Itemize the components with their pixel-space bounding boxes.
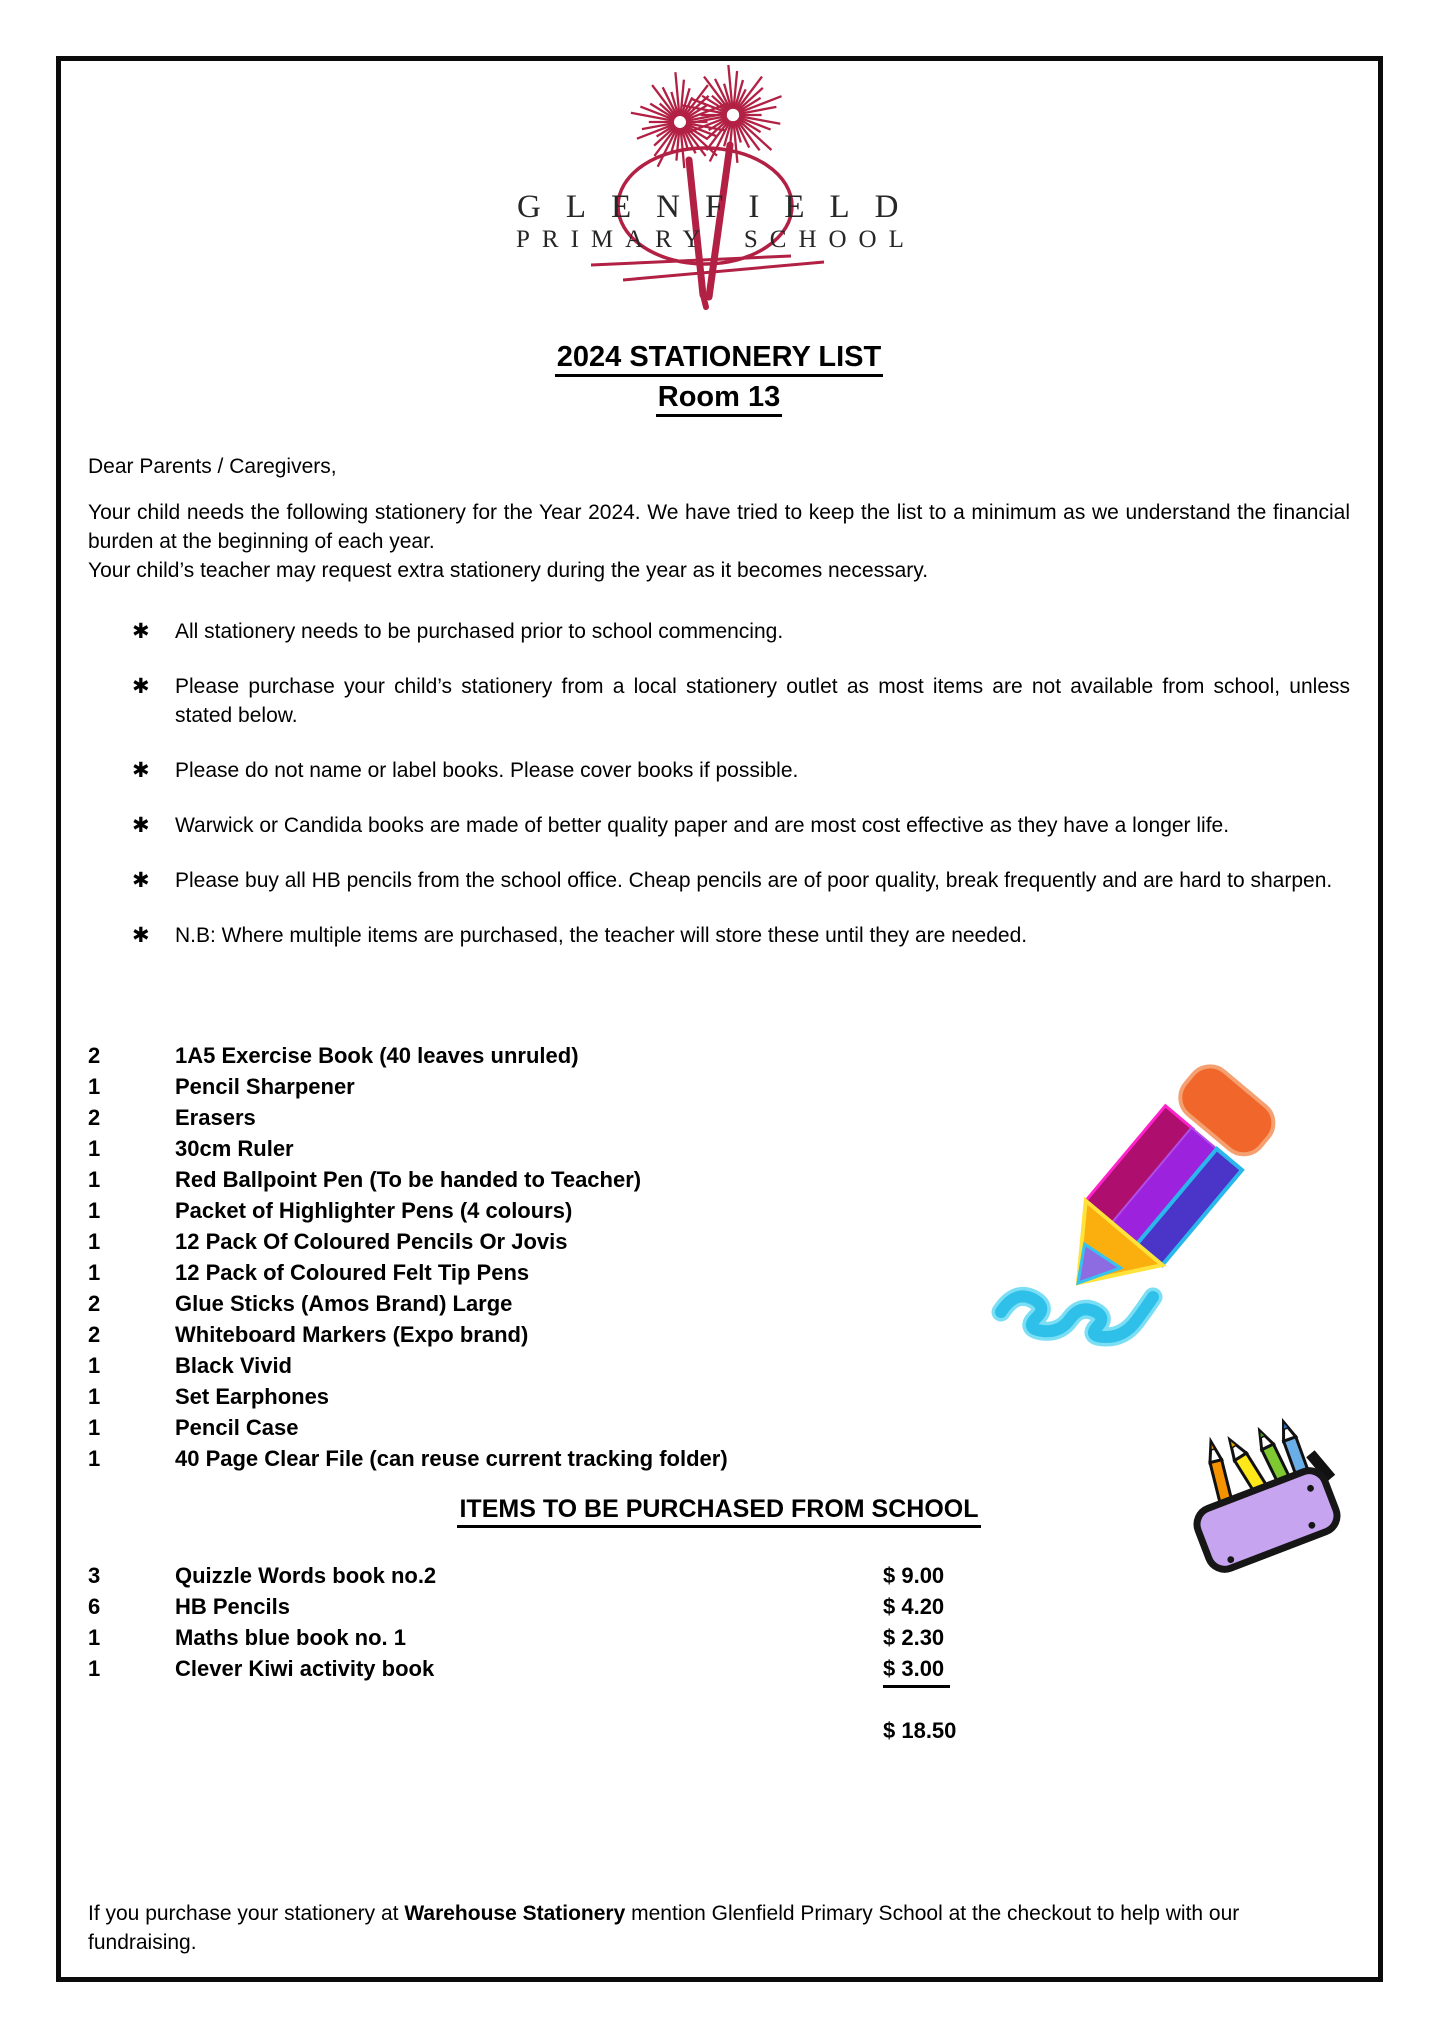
asterisk-bullet-icon: ✱ (132, 620, 150, 643)
bullet-item (88, 756, 1350, 785)
bullet-text: Please buy all HB pencils from the school office. Cheap pencils are of poor quality, break frequently and are hard to sharpen. (175, 869, 1333, 892)
page-subtitle (88, 377, 1350, 417)
item-name: Maths blue book no. 1 (175, 1625, 407, 1650)
notes-bullet-list (88, 617, 1350, 976)
school-item-row (88, 1560, 1350, 1591)
item-quantity: 2 (88, 1322, 101, 1347)
item-quantity: 2 (88, 1105, 101, 1130)
bullet-item (88, 672, 1350, 730)
item-name: Pencil Sharpener (175, 1074, 355, 1099)
colourful-pencil-illustration-icon (985, 1040, 1335, 1350)
school-item-row (88, 1653, 1350, 1688)
item-name: 30cm Ruler (175, 1136, 294, 1161)
bullet-item (88, 617, 1350, 646)
item-quantity: 1 (88, 1198, 101, 1223)
item-quantity: 1 (88, 1074, 101, 1099)
item-quantity: 2 (88, 1291, 101, 1316)
item-name: 1A5 Exercise Book (40 leaves unruled) (175, 1043, 579, 1068)
footer-note (88, 1899, 1350, 1957)
asterisk-bullet-icon: ✱ (132, 759, 150, 782)
item-quantity: 1 (88, 1415, 101, 1440)
bullet-text: Please do not name or label books. Please cover books if possible. (175, 759, 799, 782)
bullet-text: All stationery needs to be purchased prior to school commencing. (175, 620, 784, 643)
item-quantity: 1 (88, 1656, 101, 1681)
item-name: HB Pencils (175, 1594, 290, 1619)
item-name: Glue Sticks (Amos Brand) Large (175, 1291, 513, 1316)
school-items-heading-text: ITEMS TO BE PURCHASED FROM SCHOOL (457, 1495, 980, 1528)
asterisk-bullet-icon: ✱ (132, 814, 150, 837)
asterisk-bullet-icon: ✱ (132, 675, 150, 698)
footer-bold-store-name: Warehouse Stationery (404, 1902, 626, 1925)
logo-school-type: PRIMARY SCHOOL (516, 226, 916, 253)
item-quantity: 3 (88, 1563, 101, 1588)
item-quantity: 1 (88, 1229, 101, 1254)
item-price: $ 2.30 (883, 1625, 945, 1650)
bullet-item (88, 921, 1350, 950)
item-quantity: 1 (88, 1260, 101, 1285)
item-price: $ 9.00 (883, 1563, 945, 1588)
item-name: Red Ballpoint Pen (To be handed to Teacher) (175, 1167, 642, 1192)
item-quantity: 1 (88, 1353, 101, 1378)
item-name: Set Earphones (175, 1384, 330, 1409)
footer-text-start: If you purchase your stationery at (88, 1902, 405, 1925)
intro-paragraph-2: Your child’s teacher may request extra stationery during the year as it becomes necessary. (88, 559, 929, 582)
item-name: 40 Page Clear File (can reuse current tracking folder) (175, 1446, 728, 1471)
footer-text-end: mention Glenfield Primary School at the checkout to help with our fundraising. (88, 1902, 1240, 1954)
stationery-item-row (88, 1412, 1350, 1443)
document-title-block (88, 337, 1350, 417)
item-name: Black Vivid (175, 1353, 292, 1378)
bullet-text: Please purchase your child’s stationery from a local stationery outlet as most items are not available from school, unless stated below. (175, 675, 1350, 727)
page-border-frame (56, 56, 1383, 1982)
underlined-price: $ 3.00 (883, 1653, 950, 1688)
item-name: Whiteboard Markers (Expo brand) (175, 1322, 529, 1347)
stationery-item-row (88, 1350, 1350, 1381)
bullet-item (88, 866, 1350, 895)
item-name: Erasers (175, 1105, 256, 1130)
school-item-row (88, 1622, 1350, 1653)
school-item-row (88, 1591, 1350, 1622)
intro-paragraph-1: Your child needs the following stationery for the Year 2024. We have tried to keep the list to a minimum as we understand the financial burden at the beginning of each year. (88, 501, 1350, 553)
logo-school-name: GLENFIELD (517, 189, 924, 225)
item-price: $ 4.20 (883, 1594, 945, 1619)
cabbage-tree-icon (591, 65, 824, 307)
title-room-line: Room 13 (656, 381, 782, 417)
total-price-row (88, 1718, 1350, 1744)
item-quantity: 6 (88, 1594, 101, 1619)
total-price: $ 18.50 (883, 1718, 957, 1743)
pencil-body-group (1042, 1057, 1283, 1317)
item-name: 12 Pack of Coloured Felt Tip Pens (175, 1260, 530, 1285)
item-name: Quizzle Words book no.2 (175, 1563, 437, 1588)
school-items-list (88, 1560, 1350, 1688)
bullet-text: Warwick or Candida books are made of better quality paper and are most cost effective as they have a longer life. (175, 814, 1230, 837)
item-name: Clever Kiwi activity book (175, 1656, 435, 1681)
bullet-item (88, 811, 1350, 840)
school-items-heading (88, 1495, 1350, 1524)
asterisk-bullet-icon: ✱ (132, 869, 150, 892)
item-quantity: 1 (88, 1625, 101, 1650)
item-quantity: 1 (88, 1446, 101, 1471)
item-quantity: 1 (88, 1167, 101, 1192)
stationery-item-row (88, 1443, 1350, 1474)
title-year-line: 2024 STATIONERY LIST (555, 341, 883, 377)
bullet-text: N.B: Where multiple items are purchased, the teacher will store these until they are needed. (175, 924, 1028, 947)
item-name: Packet of Highlighter Pens (4 colours) (175, 1198, 573, 1223)
stationery-item-row (88, 1381, 1350, 1412)
item-quantity: 1 (88, 1384, 101, 1409)
pencil-case-illustration-icon (1185, 1408, 1350, 1583)
item-quantity: 2 (88, 1043, 101, 1068)
item-name: 12 Pack Of Coloured Pencils Or Jovis (175, 1229, 568, 1254)
page-title (88, 337, 1350, 377)
item-price (883, 1653, 1350, 1688)
glenfield-logo-icon (479, 65, 959, 317)
item-quantity: 1 (88, 1136, 101, 1161)
greeting-text: Dear Parents / Caregivers, (88, 455, 337, 478)
item-name: Pencil Case (175, 1415, 299, 1440)
school-logo (88, 65, 1350, 321)
asterisk-bullet-icon: ✱ (132, 924, 150, 947)
intro-section (88, 452, 1350, 585)
